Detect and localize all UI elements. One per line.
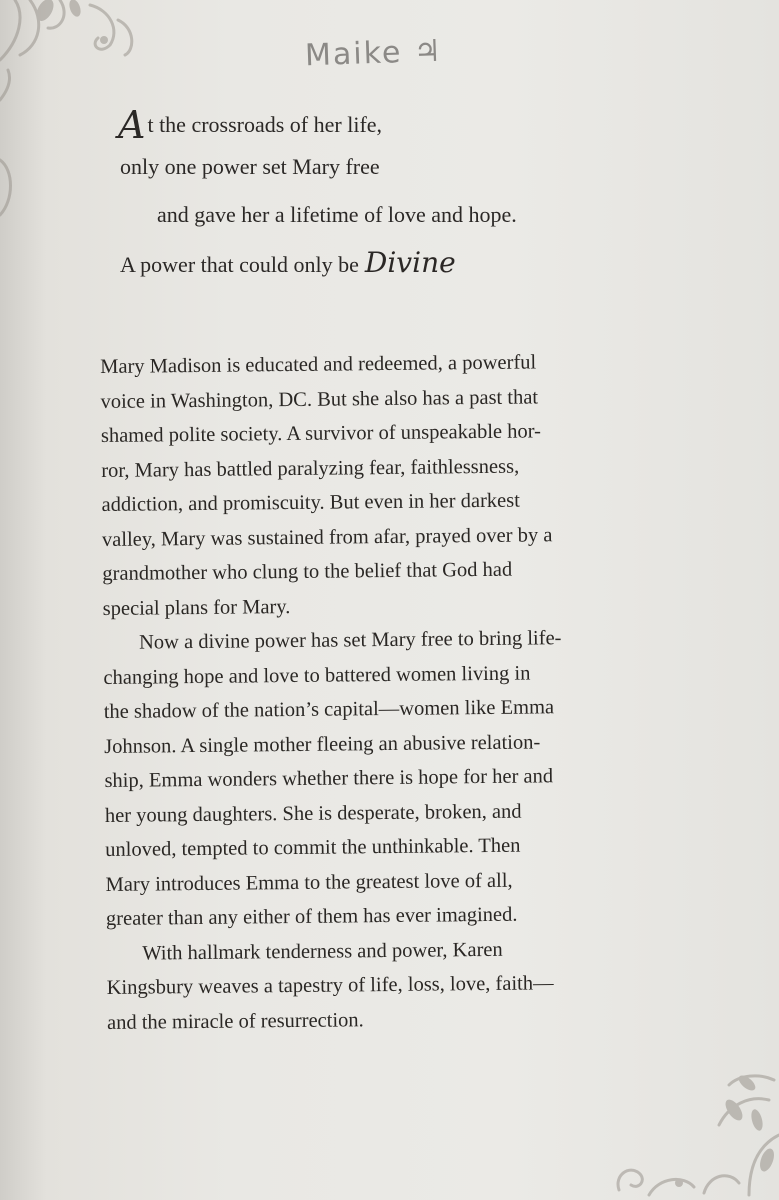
paragraph-line: her young daughters. She is desperate, broken, and	[104, 800, 522, 827]
handwritten-name: Maike	[304, 35, 403, 74]
paragraph-line: changing hope and love to battered women living in	[103, 662, 531, 689]
paragraph-line: valley, Mary was sustained from afar, prayed over by a	[101, 523, 553, 551]
tagline-block	[0, 0, 779, 300]
floral-ornament-bottom-right	[609, 1065, 779, 1200]
synopsis-text	[100, 345, 627, 1040]
paragraph-line: unloved, tempted to commit the unthinkable. Then	[105, 834, 521, 861]
paragraph-line: special plans for Mary.	[102, 595, 291, 620]
tagline-line-1	[118, 103, 383, 147]
paragraph-line: Johnson. A single mother fleeing an abusive relation-	[104, 730, 541, 758]
paragraph-line: grandmother who clung to the belief that God had	[102, 558, 513, 585]
tagline-script-word: Divine	[364, 246, 456, 279]
paragraph-line: shamed polite society. A survivor of unspeakable hor-	[100, 420, 542, 447]
synopsis-paragraph-3	[106, 931, 627, 1040]
tagline-line-4-text: A power that could only be	[120, 252, 359, 277]
paragraph-line: Kingsbury weaves a tapestry of life, loss, love, faith—	[106, 972, 554, 999]
paragraph-line: addiction, and promiscuity. But even in her darkest	[101, 489, 520, 516]
paragraph-line: Mary introduces Emma to the greatest love of all,	[105, 869, 513, 896]
tagline-line-3: and gave her a lifetime of love and hope.	[157, 202, 517, 227]
tagline-line-4	[120, 246, 456, 279]
paragraph-line: greater than any either of them has ever imagined.	[105, 903, 518, 930]
paragraph-line: the shadow of the nation’s capital—women like Emma	[103, 696, 555, 723]
paragraph-line: ship, Emma wonders whether there is hope for her and	[104, 765, 554, 792]
paragraph-line: ror, Mary has battled paralyzing fear, faithlessness,	[101, 455, 520, 482]
handwritten-symbol: ♃	[413, 33, 444, 70]
tagline-dropcap: A	[118, 103, 146, 147]
synopsis-paragraph-2	[103, 621, 626, 937]
paragraph-line: voice in Washington, DC. But she also has a past that	[100, 385, 539, 413]
tagline-line-1-text: t the crossroads of her life,	[147, 112, 383, 137]
paragraph-line: Mary Madison is educated and redeemed, a powerful	[100, 351, 537, 378]
paragraph-line: Now a divine power has set Mary free to bring life-	[138, 627, 562, 654]
paragraph-line: and the miracle of resurrection.	[106, 1008, 364, 1034]
paragraph-line: With hallmark tenderness and power, Karen	[142, 938, 503, 965]
tagline-line-2: only one power set Mary free	[120, 154, 380, 179]
synopsis-paragraph-1	[100, 345, 623, 626]
